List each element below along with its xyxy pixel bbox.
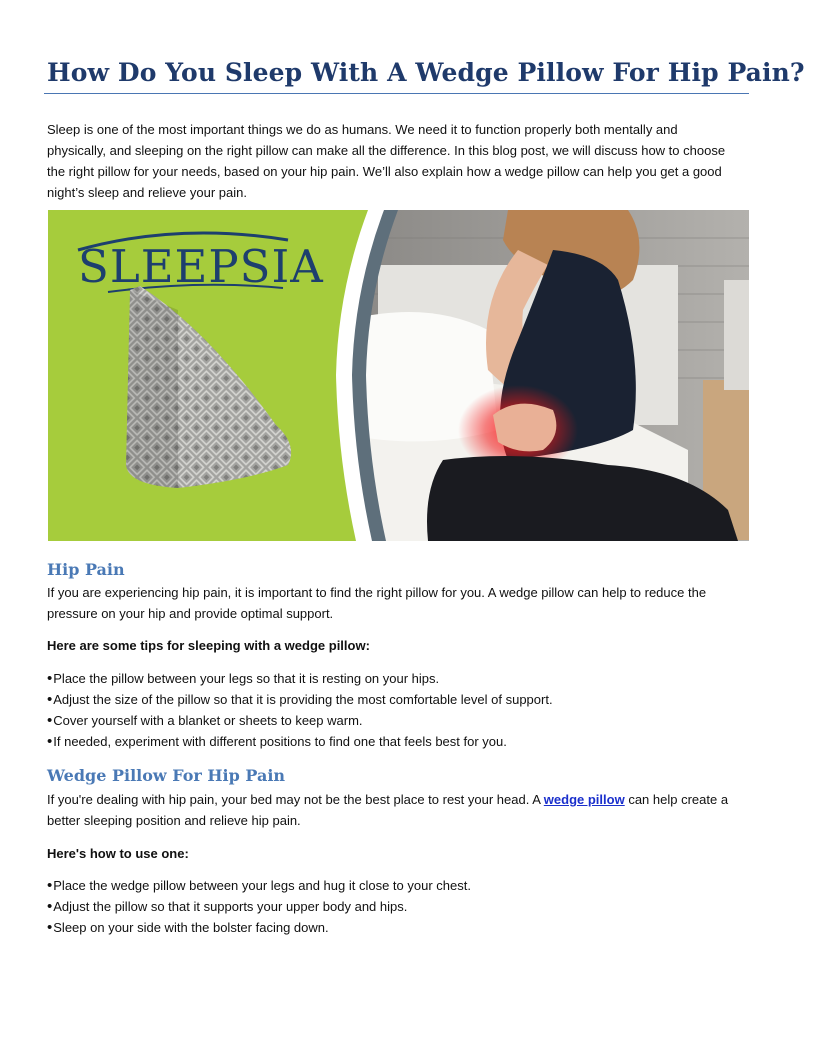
pillow-shadow: [126, 290, 178, 488]
paragraph-text: can help create a better sleeping position and relieve hip pain.: [47, 792, 729, 828]
list-item: • Adjust the size of the pillow so that it is providing the most comfortable level of support.: [47, 689, 553, 710]
list-item: • Place the pillow between your legs so that it is resting on your hips.: [47, 668, 553, 689]
wedge-pillow-paragraph: [47, 789, 737, 831]
paragraph-text: If you're dealing with hip pain, your bed may not be the best place to rest your head. A: [47, 792, 544, 807]
tips-title: Here are some tips for sleeping with a wedge pillow:: [47, 638, 370, 653]
title-underline: [44, 93, 749, 94]
heading-wedge-pillow: Wedge Pillow For Hip Pain: [47, 766, 286, 785]
hand: [493, 404, 556, 452]
lamp: [724, 280, 749, 390]
hip-pain-paragraph: If you are experiencing hip pain, it is important to find the right pillow for you. A wedge pillow can help to reduce the pressure on your hip and provide optimal support.: [47, 585, 707, 621]
intro-paragraph: Sleep is one of the most important things we do as humans. We need it to function properly both mentally and physically, and sleeping on the right pillow can make all the difference. In this blog post, we will discuss how to choose the right pillow for your needs, based on your hip pain. We’ll also explain how a wedge pillow can help you get a good night’s sleep and relieve your pain.: [47, 122, 726, 200]
wedge-pillow-link[interactable]: wedge pillow: [543, 792, 625, 807]
list-item: • Sleep on your side with the bolster facing down.: [47, 917, 471, 938]
list-item: • Place the wedge pillow between your legs and hug it close to your chest.: [47, 875, 471, 896]
list-item: • Adjust the pillow so that it supports your upper body and hips.: [47, 896, 471, 917]
page-title: How Do You Sleep With A Wedge Pillow For Hip Pain?: [47, 58, 805, 87]
list-item: • If needed, experiment with different positions to find one that feels best for you.: [47, 731, 553, 752]
list-item: • Cover yourself with a blanket or sheets to keep warm.: [47, 710, 553, 731]
howto-title: Here's how to use one:: [47, 846, 189, 861]
tips-list: [47, 668, 553, 752]
steps-list: [47, 875, 471, 938]
brand-logo: SLEEPSIA: [78, 240, 324, 293]
heading-hip-pain: Hip Pain: [47, 560, 125, 579]
hero-image: [48, 210, 749, 541]
